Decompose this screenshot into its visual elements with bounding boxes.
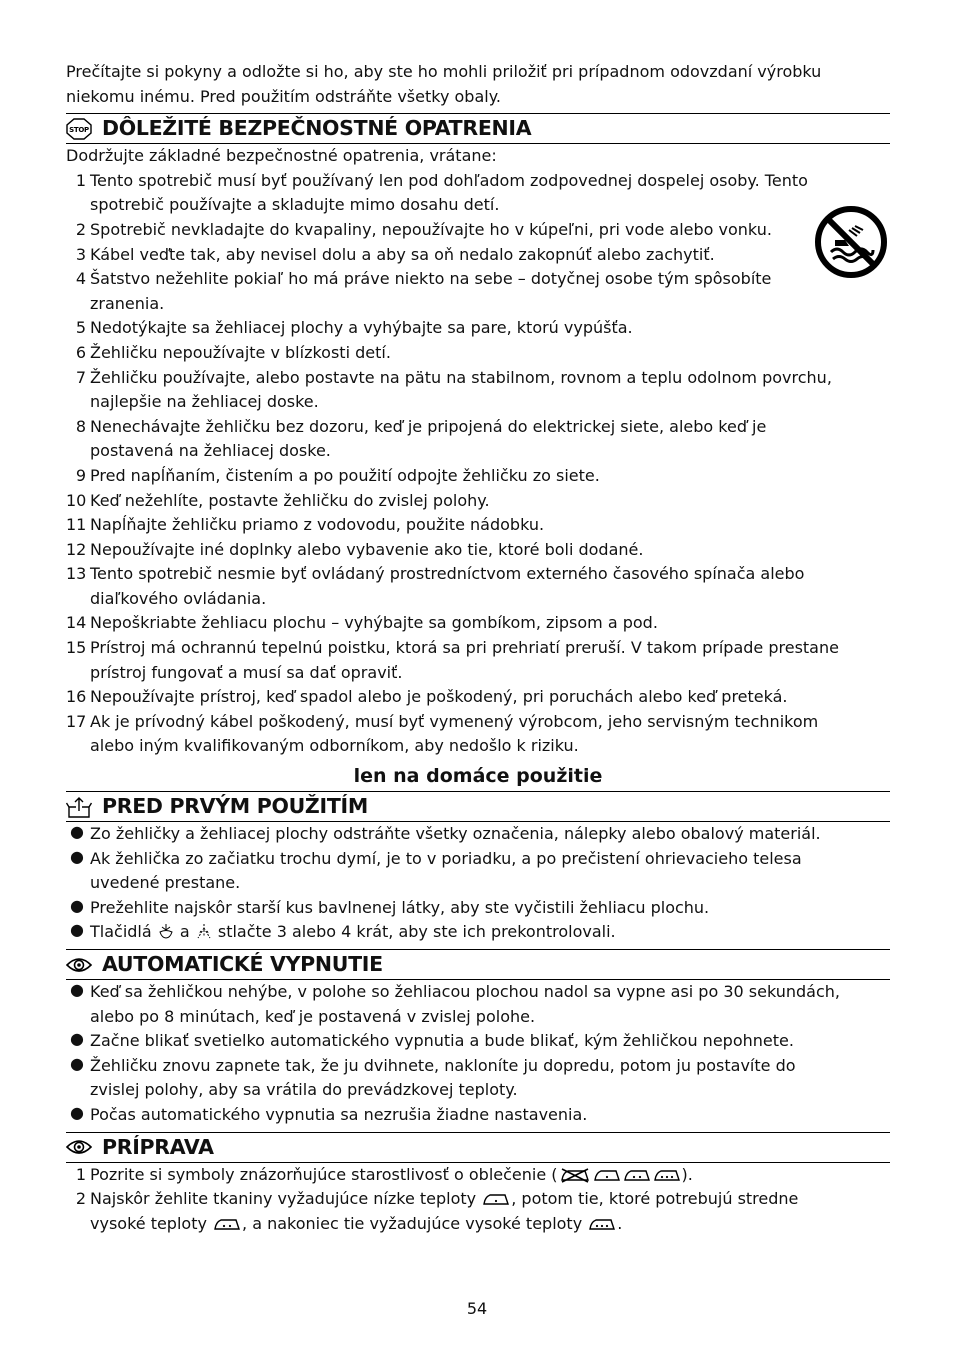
low-temp-text: Najskôr žehlite tkaniny vyžadujúce nízke teploty — [90, 1189, 477, 1209]
list-item: ● Žehličku znovu zapnete tak, že ju dvihnete, nakloníte ju dopredu, potom ju postavíte do — [70, 1053, 796, 1075]
steam-shot-icon — [157, 922, 175, 940]
list-item: ● Prežehlite najskôr starší kus bavlnenej látky, aby ste vyčistili žehliacu plochu. — [70, 895, 710, 917]
iron-no-ironing-icon — [558, 1167, 592, 1183]
item-text: Prístroj má ochrannú tepelnú poistku, ktorá sa pri prehriatí preruší. V takom prípade prestane — [90, 638, 839, 658]
list-item — [66, 169, 890, 194]
iron-one-dot-icon — [592, 1167, 622, 1183]
item-number: 3 — [75, 244, 86, 264]
item-text: Keď nežehlíte, postavte žehličku do zvislej polohy. — [90, 490, 490, 510]
list-item: ● Počas automatického vypnutia sa nezrušia žiadne nastavenia. — [70, 1102, 588, 1124]
item-number: 5 — [75, 318, 86, 338]
item-number: 11 — [66, 515, 87, 535]
item-text: Spotrebič nevkladajte do kvapaliny, nepoužívajte ho v kúpeľni, pri vode alebo vonku. — [90, 219, 772, 239]
eye-icon — [66, 954, 92, 976]
list-item: ● Ak žehlička zo začiatku trochu dymí, je to v poriadku, a po prečistení ohrievacieho telesa — [70, 846, 802, 868]
first-use-title: PRED PRVÝM POUŽITÍM — [102, 794, 368, 819]
list-item — [66, 685, 890, 710]
first-use-heading — [66, 791, 890, 822]
intro-line: niekomu inému. Pred použitím odstráňte všetky obaly. — [66, 86, 501, 106]
item-number: 17 — [66, 711, 87, 731]
item-number: 6 — [75, 342, 86, 362]
list-item — [66, 513, 890, 538]
list-item — [66, 267, 890, 292]
item-text: Napĺňajte žehličku priamo z vodovodu, použite nádobku. — [90, 515, 545, 535]
intro-line: Prečítajte si pokyny a odložte si ho, aby ste ho mohli priložiť pri prípadnom odovzdaní výrobku — [66, 62, 822, 81]
list-item — [66, 218, 890, 243]
list-item-continuation: najlepšie na žehliacej doske. — [90, 392, 319, 412]
item-number: 8 — [75, 416, 86, 436]
high-temp-text: , a nakoniec tie vyžadujúce vysoké teploty — [242, 1213, 583, 1233]
auto-off-list — [66, 980, 890, 1128]
unpack-box-icon — [66, 796, 92, 818]
list-item — [66, 538, 890, 563]
iron-one-dot-icon — [481, 1191, 511, 1207]
and-word: a — [179, 922, 190, 942]
first-use-list — [66, 822, 890, 945]
safety-title: DÔLEŽITÉ BEZPEČNOSTNÉ OPATRENIA — [102, 116, 532, 141]
list-item-continuation: alebo po 8 minútach, keď je postavená v zvislej polohe. — [90, 1006, 536, 1026]
prep-title: PRÍPRAVA — [102, 1134, 214, 1159]
care-symbols-close: ). — [681, 1164, 693, 1184]
list-item-continuation — [66, 1212, 890, 1237]
list-item-continuation: diaľkového ovládania. — [90, 588, 267, 608]
item-number: 10 — [66, 490, 87, 510]
list-item — [66, 243, 890, 268]
iron-three-dots-icon — [587, 1216, 617, 1232]
list-item — [66, 415, 890, 440]
iron-two-dots-icon — [622, 1167, 652, 1183]
medium-temp-text: , potom tie, ktoré potrebujú stredne — [511, 1189, 799, 1209]
list-item — [66, 636, 890, 661]
period: . — [617, 1213, 623, 1233]
item-number: 12 — [66, 539, 87, 559]
list-item — [66, 611, 890, 636]
list-item — [66, 341, 890, 366]
item-text: Tento spotrebič nesmie byť ovládaný prostredníctvom externého časového spínača alebo — [90, 564, 805, 584]
list-item: ● Začne blikať svetielko automatického vypnutia a bude blikať, kým žehličkou nepohnete. — [70, 1029, 794, 1051]
intro — [66, 60, 890, 109]
list-item — [66, 316, 890, 341]
list-item — [66, 464, 890, 489]
list-item-continuation: prístroj fungovať a musí sa dať opraviť. — [90, 662, 403, 682]
list-item — [66, 562, 890, 587]
care-symbols-text: Pozrite si symboly znázorňujúce starostlivosť o oblečenie ( — [90, 1164, 558, 1184]
domestic-use-note: len na domáce použitie — [353, 765, 603, 788]
svg-text:STOP: STOP — [69, 125, 89, 134]
item-text: Nepoškriabte žehliacu plochu – vyhýbajte sa gombíkom, zipsom a pod. — [90, 613, 658, 633]
item-number: 1 — [75, 170, 86, 190]
list-item-continuation: uvedené prestane. — [90, 873, 241, 893]
safety-list — [66, 169, 890, 759]
list-item — [66, 710, 890, 735]
buttons-label: Tlačidlá — [90, 922, 152, 942]
list-item-continuation: spotrebič používajte a skladujte mimo dosahu detí. — [90, 195, 500, 215]
safety-lead: Dodržujte základné bezpečnostné opatrenia, vrátane: — [66, 146, 497, 166]
list-item — [66, 489, 890, 514]
item-text: Nenechávajte žehličku bez dozoru, keď je pripojená do elektrickej siete, alebo keď je — [90, 416, 767, 436]
spray-icon — [195, 922, 213, 940]
list-item — [66, 366, 890, 391]
item-number: 2 — [75, 219, 86, 239]
item-number: 4 — [75, 269, 86, 289]
item-text: Pred napĺňaním, čistením a po použití odpojte žehličku zo siete. — [90, 465, 600, 485]
stop-sign-icon — [66, 118, 92, 140]
list-item: 2 Najskôr žehlite tkaniny vyžadujúce nízke teploty , potom tie, ktoré potrebujú stredne — [75, 1189, 799, 1209]
item-text: Kábel veďte tak, aby nevisel dolu a aby sa oň nedalo zakopnúť alebo zachytiť. — [90, 244, 715, 264]
list-item: 1 Pozrite si symboly znázorňujúce starostlivosť o oblečenie ( ). — [75, 1164, 693, 1184]
item-number: 15 — [66, 638, 87, 658]
eye-icon — [66, 1136, 92, 1158]
list-item: ● Tlačidlá a stlačte 3 alebo 4 krát, aby ste ich prekontrolovali. — [70, 920, 616, 942]
item-number: 13 — [66, 564, 87, 584]
buttons-instruction: stlačte 3 alebo 4 krát, aby ste ich prekontrolovali. — [217, 922, 616, 942]
content — [66, 60, 890, 1236]
item-text: Žehličku nepoužívajte v blízkosti detí. — [90, 342, 391, 362]
prep-heading — [66, 1132, 890, 1163]
list-item-continuation: postavená na žehliacej doske. — [90, 441, 331, 461]
item-text: Šatstvo nežehlite pokiaľ ho má práve niekto na sebe – dotyčnej osobe tým spôsobíte — [90, 269, 772, 289]
list-item-continuation: zvislej polohy, aby sa vrátila do prevádzkovej teploty. — [90, 1080, 518, 1100]
safety-heading — [66, 113, 890, 144]
item-text: Žehličku používajte, alebo postavte na pätu na stabilnom, rovnom a teplu odolnom povrchu, — [90, 367, 832, 387]
item-number: 9 — [75, 465, 86, 485]
iron-two-dots-icon — [212, 1216, 242, 1232]
item-text: Nepoužívajte iné doplnky alebo vybavenie ako tie, ktoré boli dodané. — [90, 539, 644, 559]
iron-three-dots-icon — [652, 1167, 682, 1183]
item-number: 7 — [75, 367, 86, 387]
item-text: Tento spotrebič musí byť používaný len pod dohľadom zodpovednej dospelej osoby. Tento — [90, 170, 808, 190]
prep-list — [66, 1163, 890, 1237]
item-number: 14 — [66, 613, 87, 633]
page-number: 54 — [466, 1299, 488, 1318]
list-item-continuation: zranenia. — [90, 293, 165, 313]
item-text: Nedotýkajte sa žehliacej plochy a vyhýbajte sa pare, ktorú vypúšťa. — [90, 318, 633, 338]
medium-temp-text-2: vysoké teploty — [90, 1213, 207, 1233]
item-text: Nepoužívajte prístroj, keď spadol alebo je poškodený, pri poruchách alebo keď preteká. — [90, 687, 788, 707]
auto-off-heading — [66, 949, 890, 980]
list-item-continuation: alebo iným kvalifikovaným odborníkom, aby nedošlo k riziku. — [90, 736, 579, 756]
list-item: ● Keď sa žehličkou nehýbe, v polohe so žehliacou plochou nadol sa vypne asi po 30 sekundách, — [70, 980, 840, 1001]
auto-off-title: AUTOMATICKÉ VYPNUTIE — [102, 952, 383, 976]
list-item: ● Zo žehličky a žehliacej plochy odstráňte všetky označenia, nálepky alebo obalový materiál. — [70, 822, 821, 844]
item-number: 16 — [66, 687, 87, 707]
item-text: Ak je prívodný kábel poškodený, musí byť vymenený výrobcom, jeho servisným technikom — [90, 711, 819, 731]
